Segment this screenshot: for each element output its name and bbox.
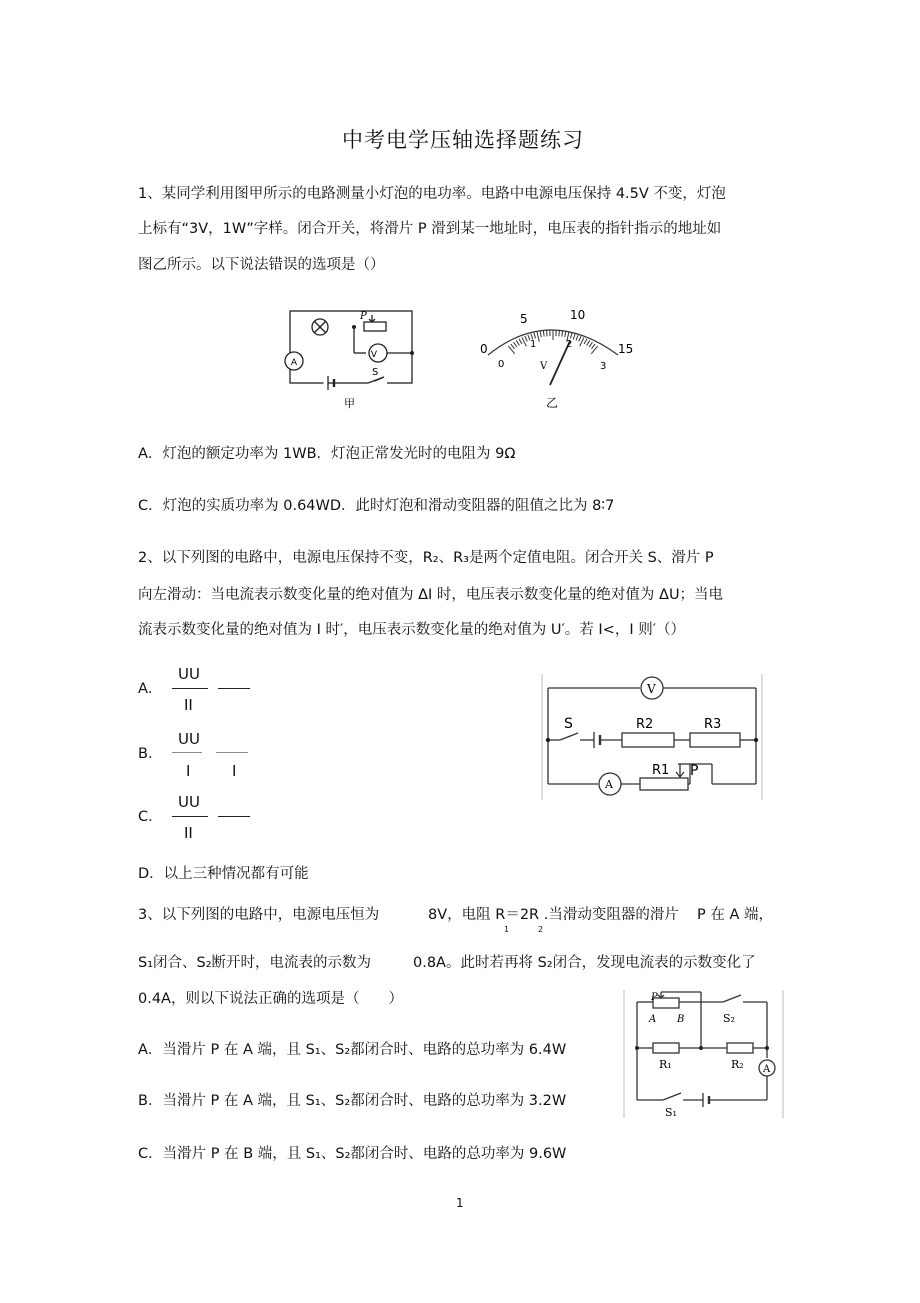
- q2-line2: 向左滑动：当电流表示数变化量的绝对值为 ΔI 时，电压表示数变化量的绝对值为 ΔU；当电: [138, 587, 724, 603]
- meter-scale-0: 0: [498, 359, 505, 370]
- meter-tick-5: 5: [520, 312, 528, 326]
- meter-scale-tick: [516, 340, 519, 345]
- q2-option-a-fraction-bar: [172, 688, 208, 689]
- q3-line1-c: P 在 A 端，: [697, 907, 773, 923]
- meter-scale-tick: [565, 331, 566, 337]
- meter-scale-tick: [562, 331, 563, 337]
- q1-voltmeter-figure: [470, 305, 635, 411]
- q1-fig-s-label: S: [372, 367, 379, 378]
- q2-option-c-fraction-bar-2: [218, 816, 250, 817]
- q3-fig-ammeter: A: [763, 1064, 771, 1075]
- q1-option-c-d: C．灯泡的实质功率为 0.64WD．此时灯泡和滑动变阻器的阻值之比为 8∶7: [138, 498, 615, 514]
- q3-fig-b: B: [677, 1014, 685, 1025]
- q2-fig-p: P: [690, 763, 699, 779]
- meter-scale-tick: [514, 342, 517, 347]
- page-number: 1: [456, 1196, 464, 1210]
- q3-line2-a: S₁闭合、S₂断开时，电流表的示数为: [138, 955, 372, 971]
- meter-scale-tick: [573, 334, 575, 340]
- q3-subscript-1: 1: [504, 925, 510, 934]
- q2-fig-r3: R3: [704, 717, 722, 732]
- q1-line2: 上标有“3V，1W”字样。闭合开关，将滑片 P 滑到某一地址时，电压表的指针指示的地址如: [138, 221, 722, 237]
- meter-scale-tick: [576, 335, 578, 341]
- meter-scale-1: 1: [530, 339, 537, 350]
- q3-fig-r1: R₁: [659, 1058, 672, 1071]
- q1-line1: 1、某同学利用图甲所示的电路测量小灯泡的电功率。电路中电源电压保持 4.5V 不变，灯泡: [138, 186, 726, 202]
- meter-scale-tick: [543, 331, 544, 337]
- q2-option-a-denominator: II: [184, 696, 193, 714]
- q2-fig-r2: R2: [636, 717, 654, 732]
- q2-option-b-label: B．: [138, 746, 163, 762]
- page-title: 中考电学压轴选择题练习: [342, 128, 584, 152]
- q2-fig-a: A: [605, 778, 613, 791]
- q3-fig-r2: R₂: [731, 1058, 744, 1071]
- q2-option-b-denominator-2: I: [232, 762, 237, 780]
- q1-option-a-b: A．灯泡的额定功率为 1WB．灯泡正常发光时的电阻为 9Ω: [138, 446, 516, 462]
- meter-scale-2: 2: [566, 339, 573, 350]
- meter-scale-tick: [511, 344, 515, 349]
- q3-subscript-2: 2: [538, 925, 544, 934]
- q2-option-a-fraction-bar-2: [218, 688, 250, 689]
- q2-option-c-fraction-bar: [172, 816, 208, 817]
- q2-option-c-numerator: UU: [178, 793, 200, 811]
- q1-circuit-figure: [282, 305, 442, 411]
- q2-circuit-figure: [540, 672, 765, 802]
- meter-tick-10: 10: [570, 308, 586, 322]
- meter-scale-tick: [519, 339, 522, 344]
- meter-scale-tick: [570, 333, 572, 339]
- q3-line1-b: 8V，电阻 R＝2R .当滑动变阻器的滑片: [428, 907, 679, 923]
- q2-option-c-denominator: II: [184, 824, 193, 842]
- q3-fig-a: A: [649, 1014, 657, 1025]
- q3-option-c: C．当滑片 P 在 B 端，且 S₁、S₂都闭合时、电路的总功率为 9.6W: [138, 1146, 567, 1162]
- q2-option-d: D．以上三种情况都有可能: [138, 866, 309, 882]
- meter-scale-tick: [547, 330, 548, 336]
- meter-scale-tick: [584, 339, 587, 344]
- q3-fig-p: P: [651, 992, 658, 1003]
- q3-circuit-figure: [623, 988, 785, 1120]
- meter-unit-v: V: [540, 361, 548, 372]
- q1-fig-yi-label: 乙: [546, 396, 559, 410]
- q2-option-b-fraction-bar: [172, 752, 202, 753]
- q2-line3: 流表示数变化量的绝对值为 I 时′，电压表示数变化量的绝对值为 U′。若 I<，I 则′（）: [138, 622, 686, 638]
- q2-option-c-label: C．: [138, 809, 163, 825]
- q1-fig-v-label: V: [370, 350, 378, 360]
- q3-line3: 0.4A，则以下说法正确的选项是（ ）: [138, 991, 403, 1007]
- q2-option-a-label: A．: [138, 681, 163, 697]
- meter-scale-tick: [591, 344, 595, 349]
- q2-option-b-fraction-bar-2: [216, 752, 248, 753]
- meter-scale-3: 3: [600, 361, 607, 372]
- meter-scale-tick: [587, 340, 590, 345]
- q3-fig-s2: S₂: [723, 1012, 735, 1025]
- meter-tick-0: 0: [480, 342, 488, 356]
- meter-scale-tick: [559, 330, 560, 336]
- meter-scale-tick: [589, 342, 592, 347]
- q3-line2-b: 0.8A。此时若再将 S₂闭合，发现电流表的示数变化了: [413, 955, 756, 971]
- q2-line1: 2、以下列图的电路中，电源电压保持不变，R₂、R₃是两个定值电阻。闭合开关 S、滑片 P: [138, 550, 714, 566]
- meter-tick-15: 15: [618, 342, 634, 356]
- q3-fig-s1: S₁: [665, 1106, 677, 1119]
- q2-option-a-numerator: UU: [178, 665, 200, 683]
- q2-fig-v: V: [647, 682, 656, 696]
- q1-fig-a-label: A: [290, 358, 298, 368]
- q3-option-b: B．当滑片 P 在 A 端，且 S₁、S₂都闭合时、电路的总功率为 3.2W: [138, 1093, 567, 1109]
- q2-option-b-denominator-1: I: [186, 762, 191, 780]
- q1-fig-jia-label: 甲: [344, 397, 355, 410]
- q2-fig-r1: R1: [652, 763, 670, 778]
- meter-scale-tick: [579, 336, 581, 341]
- meter-scale-tick: [525, 336, 527, 341]
- q2-fig-s: S: [564, 716, 573, 732]
- meter-scale-tick: [534, 333, 536, 339]
- q3-line1-a: 3、以下列图的电路中，电源电压恒为: [138, 907, 380, 923]
- meter-scale-tick: [537, 332, 539, 342]
- q1-line3: 图乙所示。以下说法错误的选项是（）: [138, 257, 385, 273]
- q1-fig-p-label: P: [360, 311, 367, 322]
- meter-scale-tick: [540, 331, 541, 337]
- q3-option-a: A．当滑片 P 在 A 端，且 S₁、S₂都闭合时、电路的总功率为 6.4W: [138, 1042, 567, 1058]
- q2-option-b-numerator: UU: [178, 730, 200, 748]
